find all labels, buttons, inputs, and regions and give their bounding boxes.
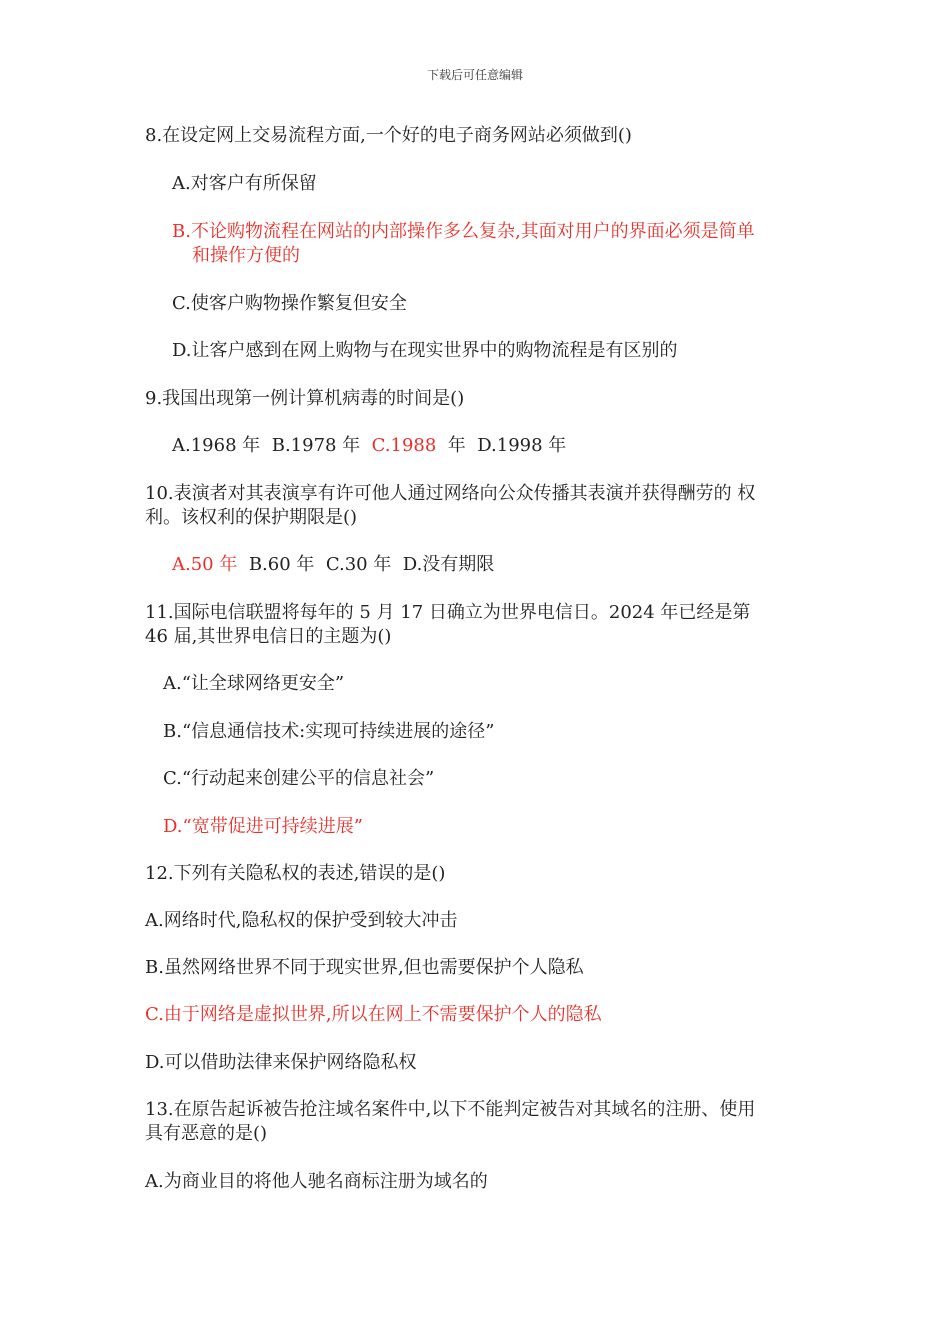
q10-options: [172, 553, 494, 577]
q10-option-b: B.60 年: [248, 554, 315, 575]
q12-option-b: B.虽然网络世界不同于现实世界,但也需要保护个人隐私: [145, 957, 584, 978]
q8-option-b-line2: 和操作方便的: [192, 245, 300, 266]
question-10-line1: 10.表演者对其表演享有许可他人通过网络向公众传播其表演并获得酬劳的 权: [145, 483, 756, 504]
q10-option-a: A.50 年: [172, 554, 238, 575]
q11-option-b: B.“信息通信技术:实现可持续进展的途径”: [163, 721, 495, 742]
q12-option-c: C.由于网络是虚拟世界,所以在网上不需要保护个人的隐私: [145, 1004, 602, 1025]
page-header: 下载后可任意编辑: [426, 68, 523, 82]
q12-option-a: A.网络时代,隐私权的保护受到较大冲击: [145, 910, 458, 931]
q11-option-c: C.“行动起来创建公平的信息社会”: [163, 768, 435, 789]
q10-option-d: D.没有期限: [402, 554, 495, 575]
q11-option-d: D.“宽带促进可持续进展”: [163, 816, 363, 837]
question-9: 9.我国出现第一例计算机病毒的时间是(): [145, 388, 465, 409]
q12-option-d: D.可以借助法律来保护网络隐私权: [145, 1052, 417, 1073]
q10-option-c: C.30 年: [325, 554, 392, 575]
q9-option-c-unit: 年: [447, 435, 466, 456]
question-11-line2: 46 届,其世界电信日的主题为(): [145, 626, 392, 647]
q8-option-a: A.对客户有所保留: [172, 173, 317, 194]
q8-option-c: C.使客户购物操作繁复但安全: [172, 293, 407, 314]
q8-option-b-line1: B.不论购物流程在网站的内部操作多么复杂,其面对用户的界面必须是简单: [172, 221, 755, 242]
question-13-line1: 13.在原告起诉被告抢注域名案件中,以下不能判定被告对其域名的注册、使用: [145, 1099, 756, 1120]
question-8: 8.在设定网上交易流程方面,一个好的电子商务网站必须做到(): [145, 125, 632, 146]
q11-option-a: A.“让全球网络更安全”: [163, 673, 345, 694]
question-10-line2: 利。该权利的保护期限是(): [145, 507, 358, 528]
q9-option-a: A.1968 年: [172, 435, 261, 456]
q8-option-d: D.让客户感到在网上购物与在现实世界中的购物流程是有区别的: [172, 340, 678, 361]
q9-option-d: D.1998 年: [477, 435, 567, 456]
q9-option-c: C.1988: [371, 435, 437, 456]
q9-option-b: B.1978 年: [271, 435, 361, 456]
q9-options: [172, 434, 566, 458]
question-12: 12.下列有关隐私权的表述,错误的是(): [145, 863, 446, 884]
q13-option-a: A.为商业目的将他人驰名商标注册为域名的: [145, 1171, 488, 1192]
question-13-line2: 具有恶意的是(): [145, 1123, 268, 1144]
question-11-line1: 11.国际电信联盟将每年的 5 月 17 日确立为世界电信日。2024 年已经是第: [145, 602, 751, 623]
